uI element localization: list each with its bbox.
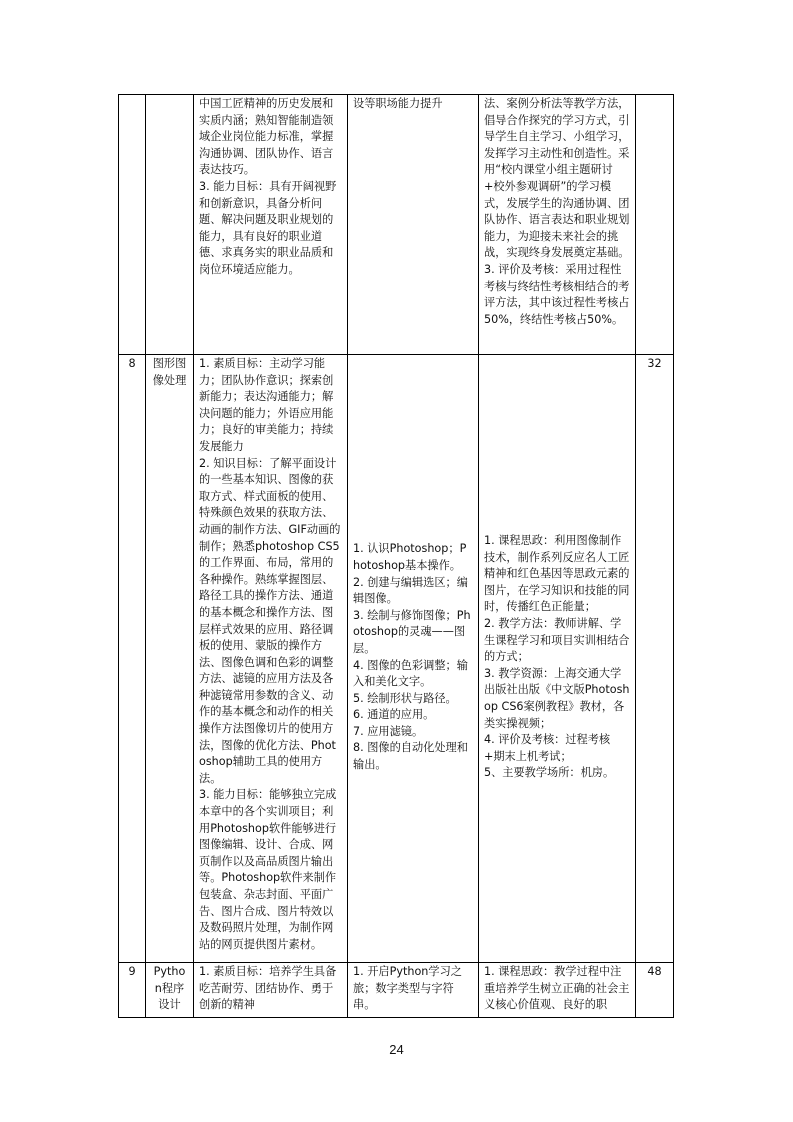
cell-line: 4. 图像的色彩调整；输入和美化文字。: [353, 658, 468, 689]
cell-line: 3. 绘制与修饰图像；Photoshop的灵魂——图层。: [353, 608, 471, 655]
cell-line: 3. 评价及考核：采用过程性考核与终结性考核相结合的考评方法，其中该过程性考核占50%，终结性考核占50%。: [484, 262, 630, 326]
cell-line: 3. 能力目标：能够独立完成本章中的各个实训项目；利用Photoshop软件能够进行图像编辑、设计、合成、网页制作以及高品质图片输出等。Photoshop软件来制作包装盒、杂志封面、平面广告、图片合成、图片特效以及数码照片处理，为制作网站的网页提供图片素材。: [199, 788, 337, 951]
course-content: [348, 355, 479, 963]
cell-line: 5、主要教学场所：机房。: [484, 766, 615, 780]
course-name: Python程序设计: [146, 963, 194, 1018]
course-hours: 48: [636, 963, 674, 1018]
course-name: [146, 95, 194, 355]
course-objectives-text: 1. 素质目标：培养学生具备吃苦耐劳、团结协作、勇于创新的精神: [199, 965, 337, 1012]
course-content-text: 1. 开启Python学习之旅；数字类型与字符串。: [353, 965, 462, 1012]
cell-line: 法、案例分析法等教学方法，倡导合作探究的学习方式，引导学生自主学习、小组学习，发挥学习主动性和创造性。采用“校内课堂小组主题研讨+校外参观调研”的学习模式，发展学生的沟通协调、团队协作、语言表达和职业规划能力，为迎接未来社会的挑战，实现终身发展奠定基础。: [484, 97, 630, 260]
teaching-requirements: [479, 963, 636, 1018]
cell-line: 中国工匠精神的历史发展和实质内涵；熟知智能制造领域企业岗位能力标准，掌握沟通协调、团队协作、语言表达技巧。: [199, 97, 334, 177]
cell-line: 8. 图像的自动化处理和输出。: [353, 741, 468, 772]
page-number: 24: [389, 1042, 404, 1057]
teaching-requirements-text: [484, 533, 630, 782]
course-hours: 32: [636, 355, 674, 963]
course-objectives: [194, 963, 348, 1018]
course-objectives-text: [199, 356, 342, 953]
course-objectives: [194, 95, 348, 355]
teaching-requirements: [479, 355, 636, 963]
table-row: [119, 95, 674, 355]
course-content: [348, 95, 479, 355]
cell-line: 2. 教学方法：教师讲解、学生课程学习和项目实训相结合的方式；: [484, 617, 630, 664]
cell-line: 1. 认识Photoshop；Photoshop基本操作。: [353, 542, 467, 572]
cell-line: 5. 绘制形状与路径。: [353, 691, 457, 705]
course-objectives: [194, 355, 348, 963]
course-table: [118, 94, 674, 1018]
course-content: [348, 963, 479, 1018]
row-number: 9: [119, 963, 146, 1018]
teaching-requirements-text: [484, 96, 630, 328]
cell-line: 2. 知识目标：了解平面设计的一些基本知识、图像的获取方式、样式面板的使用、特殊颜色效果的获取方法、动画的制作方法、GIF动画的制作；熟悉photoshop CS5的工作界面、布局，常用的各种操作。熟练掌握图层、路径工具的操作方法、通道的基本概念和操作方法、图层样式效果的应用、路径调板的使用、蒙版的操作方法、图像色调和色彩的调整方法、滤镜的应用方法及各种滤镜常用参数的含义、动作的基本概念和动作的相关操作方法图像切片的使用方法，图像的优化方法、Photoshop辅助工具的使用方法。: [199, 456, 341, 785]
table-row: [119, 355, 674, 963]
course-hours: [636, 95, 674, 355]
cell-line: 1. 课程思政：利用图像制作技术，制作系列反应名人工匠精神和红色基因等思政元素的图片，在学习知识和技能的同时，传播红色正能量；: [484, 534, 630, 614]
cell-line: 7. 应用滤镜。: [353, 724, 424, 738]
cell-line: 3. 能力目标：具有开阔视野和创新意识，具备分析问题、解决问题及职业规划的能力，具有良好的职业道德、求真务实的职业品质和岗位环境适应能力。: [199, 179, 337, 276]
cell-line: 6. 通道的应用。: [353, 708, 435, 722]
cell-line: 4. 评价及考核：过程考核+期末上机考试；: [484, 733, 611, 763]
course-content-text: [353, 541, 473, 773]
row-number: [119, 95, 146, 355]
table-row: [119, 963, 674, 1018]
course-objectives-text: [199, 96, 342, 279]
teaching-requirements-text: 1. 课程思政：教学过程中注重培养学生树立正确的社会主义核心价值观、良好的职: [484, 965, 630, 1012]
row-number: 8: [119, 355, 146, 963]
teaching-requirements: [479, 95, 636, 355]
cell-line: 3. 教学资源：上海交通大学出版社出版《中文版Photoshop CS6案例教程》教材，各类实操视频；: [484, 666, 630, 730]
cell-line: 2. 创建与编辑选区；编辑图像。: [353, 575, 468, 606]
course-content-text: 设等职场能力提升: [353, 97, 443, 110]
cell-line: 1. 素质目标：主动学习能力；团队协作意识；探索创新能力；表达沟通能力；解决问题的能力；外语应用能力；良好的审美能力；持续发展能力: [199, 357, 334, 453]
course-name: 图形图像处理: [146, 355, 194, 963]
